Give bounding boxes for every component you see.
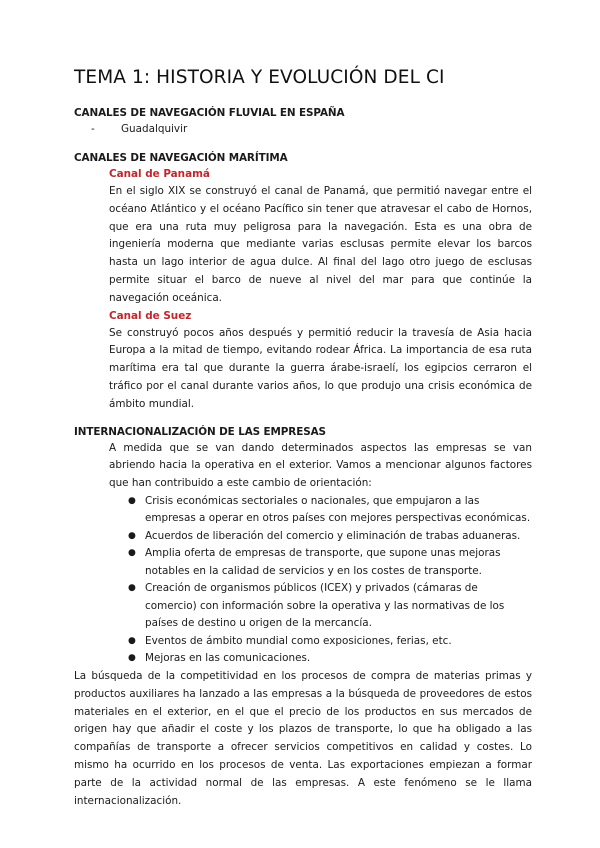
dash-marker: - (91, 123, 95, 135)
subheading-panama: Canal de Panamá (109, 168, 210, 180)
factor-text: Mejoras en las comunicaciones. (145, 652, 311, 665)
closing-paragraph: La búsqueda de la competitividad en los procesos de compra de materias primas y productos auxiliares ha lanzado a las empresas a la búsqueda de proveedores de estos materiales en el exterior, en el que el precio de los productos en sus mercados de origen hay que añadir el coste y los plazos de transporte, lo que ha obligado a las compañías de transporte a ofrecer servicios competitivos en calidad y costes. Lo mismo ha ocurrido en los procesos de venta. Las exportaciones empiezan a formar parte de la actividad normal de las empresas. A este fenómeno se le llama internacionalización. (74, 669, 532, 807)
internacionalizacion-intro: A medida que se van dando determinados aspectos las empresas se van abriendo hacia la operativa en el exterior. Vamos a mencionar algunos factores que han contribuido a este cambio de orientación: (109, 441, 532, 490)
factors-list (128, 493, 532, 668)
bullet-icon: ● (128, 530, 136, 541)
list-item (128, 493, 532, 528)
factor-text: Eventos de ámbito mundial como exposiciones, ferias, etc. (145, 634, 452, 647)
factor-text: Acuerdos de liberación del comercio y eliminación de trabas aduaneras. (145, 529, 521, 542)
page-title: TEMA 1: HISTORIA Y EVOLUCIÓN DEL CI (74, 67, 445, 88)
factor-text: Creación de organismos públicos (ICEX) y privados (cámaras de comercio) con información sobre la operativa y las normativas de los países de destino u origen de la mercancía. (145, 582, 505, 630)
bullet-icon: ● (128, 653, 136, 664)
fluvial-canal-list (74, 121, 532, 138)
panama-paragraph: En el siglo XIX se construyó el canal de Panamá, que permitió navegar entre el océano Atlántico y el océano Pacífico sin tener que atravesar el cabo de Hornos, que era una ruta muy peligrosa para la navegación. Esta es una obra de ingeniería moderna que mediante varias esclusas permite elevar los barcos hasta un lago interior de agua dulce. Al final del lago otro juego de esclusas permite situar el barco de nueve al nivel del mar para que continúe la navegación oceánica. (109, 185, 532, 304)
bullet-icon: ● (128, 635, 136, 646)
list-item (74, 121, 532, 138)
section-heading-maritima: CANALES DE NAVEGACIÓN MARÍTIMA (74, 152, 288, 164)
factor-text: Crisis económicas sectoriales o nacionales, que empujaron a las empresas a operar en otros países con mejores perspectivas económicas. (145, 494, 531, 525)
factor-text: Amplia oferta de empresas de transporte, que supone unas mejoras notables en la calidad de servicios y en los costes de transporte. (145, 547, 501, 577)
list-item (128, 545, 532, 580)
bullet-icon: ● (128, 548, 136, 559)
bullet-icon: ● (128, 583, 136, 594)
list-item (128, 633, 532, 651)
section-heading-internacionalizacion: INTERNACIONALIZACIÓN DE LAS EMPRESAS (74, 425, 326, 438)
list-item-text: Guadalquivir (121, 123, 188, 135)
list-item (128, 650, 532, 668)
list-item (128, 528, 532, 546)
section-heading-fluvial: CANALES DE NAVEGACIÓN FLUVIAL EN ESPAÑA (74, 107, 345, 119)
canal-panama-block (109, 166, 532, 308)
bullet-icon: ● (128, 495, 136, 506)
suez-paragraph: Se construyó pocos años después y permitió reducir la travesía de Asia hacia Europa a la mitad de tiempo, evitando rodear África. La importancia de esa ruta marítima era tal que durante la guerra árabe-israelí, los egipcios cerraron el tráfico por el canal durante varios años, lo que produjo una crisis económica de ámbito mundial. (109, 326, 532, 410)
list-item (128, 580, 532, 633)
canal-suez-block (109, 308, 532, 414)
subheading-suez: Canal de Suez (109, 309, 192, 322)
